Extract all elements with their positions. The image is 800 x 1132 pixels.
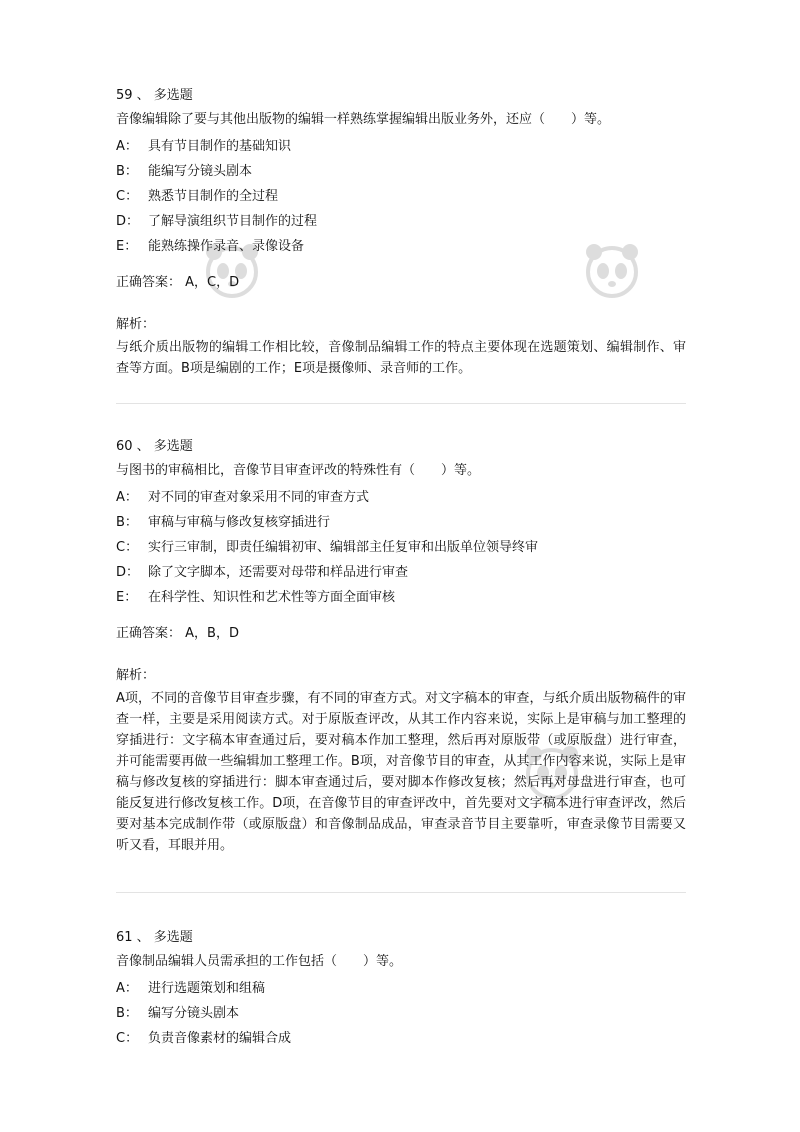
option-e: E： 在科学性、知识性和艺术性等方面全面审核 bbox=[116, 590, 396, 605]
option-d: D： 了解导演组织节目制作的过程 bbox=[116, 214, 318, 229]
option-a: A： 对不同的审查对象采用不同的审查方式 bbox=[116, 490, 370, 505]
option-b: B： 审稿与审稿与修改复核穿插进行 bbox=[116, 515, 331, 530]
option-d: D： 除了文字脚本，还需要对母带和样品进行审查 bbox=[116, 565, 409, 580]
question-stem: 音像制品编辑人员需承担的工作包括（ ）等。 bbox=[116, 954, 403, 969]
question-header: 59 、 多选题 bbox=[116, 88, 193, 103]
question-stem: 与图书的审稿相比，音像节目审查评改的特殊性有（ ）等。 bbox=[116, 463, 481, 478]
analysis-text: A项，不同的音像节目审查步骤，有不同的审查方式。对文字稿本的审查，与纸介质出版物稿件的审查一样，主要是采用阅读方式。对于原版查评改，从其工作内容来说，实际上是审稿与加工整理的穿插进行：文字稿本审查通过后，要对稿本作加工整理，然后再对原版带（或原版盘）进行审查，并可能需要再做一些编辑加工整理工作。B项，对音像节目的审查，从其工作内容来说，实际上是审稿与修改复核的穿插进行：脚本审查通过后，要对脚本作修改复核；然后再对母盘进行审查，也可能反复进行修改复核工作。D项，在音像节目的审查评改中，首先要对文字稿本进行审查评改，然后要对基本完成制作带（或原版盘）和音像制品成品，审查录音节目主要靠听，审查录像节目需要又听又看，耳眼并用。 bbox=[116, 691, 686, 853]
correct-answer: 正确答案： A，C，D bbox=[116, 275, 240, 290]
option-b: B： 能编写分镜头剧本 bbox=[116, 164, 253, 179]
option-c: C： 实行三审制，即责任编辑初审、编辑部主任复审和出版单位领导终审 bbox=[116, 540, 539, 555]
question-header: 61 、 多选题 bbox=[116, 930, 193, 945]
option-a: A： 进行选题策划和组稿 bbox=[116, 981, 266, 996]
question-header: 60 、 多选题 bbox=[116, 439, 193, 454]
question-divider bbox=[116, 403, 686, 404]
option-a: A： 具有节目制作的基础知识 bbox=[116, 139, 292, 154]
question-divider bbox=[116, 892, 686, 893]
option-b: B： 编写分镜头剧本 bbox=[116, 1006, 240, 1021]
option-c: C： 负责音像素材的编辑合成 bbox=[116, 1031, 292, 1046]
analysis-text: 与纸介质出版物的编辑工作相比较，音像制品编辑工作的特点主要体现在选题策划、编辑制作、审查等方面。B项是编剧的工作；E项是摄像师、录音师的工作。 bbox=[116, 340, 686, 376]
question-59 bbox=[116, 86, 686, 379]
question-60 bbox=[116, 437, 686, 856]
question-61 bbox=[116, 928, 686, 1051]
analysis-label: 解析： bbox=[116, 668, 156, 683]
analysis-label: 解析： bbox=[116, 317, 156, 332]
correct-answer: 正确答案： A，B，D bbox=[116, 626, 239, 641]
option-e: E： 能熟练操作录音、录像设备 bbox=[116, 239, 305, 254]
option-c: C： 熟悉节目制作的全过程 bbox=[116, 189, 279, 204]
question-stem: 音像编辑除了要与其他出版物的编辑一样熟练掌握编辑出版业务外，还应（ ）等。 bbox=[116, 112, 611, 127]
